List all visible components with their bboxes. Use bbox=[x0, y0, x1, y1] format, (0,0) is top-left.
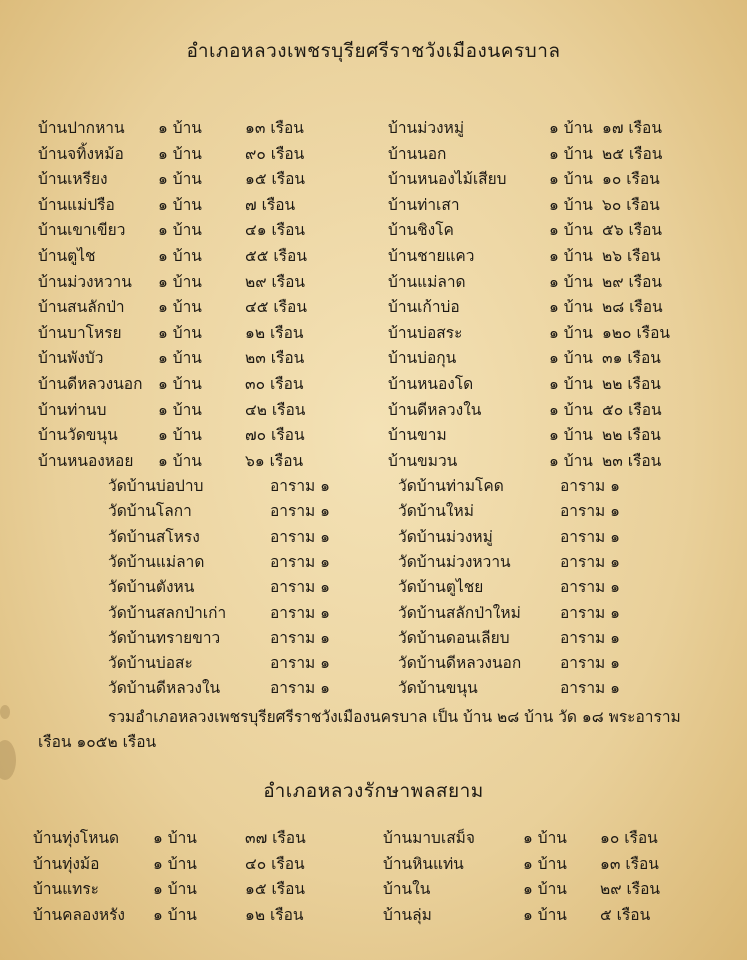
village-row bbox=[0, 217, 747, 243]
house-count: ๔๐ เรือน bbox=[245, 854, 305, 873]
village-row bbox=[0, 825, 747, 851]
temple-name: วัดบ้านม่วงหวาน bbox=[398, 552, 511, 571]
temple-count: อาราม ๑ bbox=[270, 552, 331, 571]
village-name: บ้านลุ่ม bbox=[383, 905, 432, 924]
village-count: ๑ บ้าน bbox=[523, 905, 567, 924]
village-name: บ้านนอก bbox=[388, 144, 447, 163]
temple-name: วัดบ้านทรายขาว bbox=[108, 628, 221, 647]
temple-name: วัดบ้านบ่อสะ bbox=[108, 654, 193, 673]
village-count: ๑ บ้าน bbox=[158, 323, 202, 342]
village-count: ๑ บ้าน bbox=[158, 375, 202, 393]
temple-row bbox=[0, 498, 747, 524]
village-count: ๑ บ้าน bbox=[523, 829, 567, 847]
temple-count: อาราม ๑ bbox=[270, 654, 331, 673]
paper-stain bbox=[0, 705, 10, 719]
house-count: ๑๗ เรือน bbox=[602, 119, 662, 137]
house-count: ๒๒ เรือน bbox=[602, 426, 661, 445]
house-count: ๗๐ เรือน bbox=[245, 426, 305, 445]
village-row bbox=[0, 141, 747, 167]
house-count: ๑๒๐ เรือน bbox=[602, 323, 670, 342]
village-count: ๑ บ้าน bbox=[549, 400, 593, 419]
temple-count: อาราม ๑ bbox=[560, 628, 621, 647]
village-count: ๑ บ้าน bbox=[523, 880, 567, 899]
village-name: บ้านวัดขนุน bbox=[38, 426, 118, 445]
house-count: ๑๒ เรือน bbox=[245, 905, 304, 924]
temple-count: อาราม ๑ bbox=[560, 502, 621, 521]
temple-name: วัดบ้านสโหรง bbox=[108, 527, 200, 546]
village-name: บ้านบาโหรย bbox=[38, 323, 122, 342]
temple-count: อาราม ๑ bbox=[560, 527, 621, 546]
house-count: ๙๐ เรือน bbox=[245, 144, 305, 163]
section2-title: อำเภอหลวงรักษาพลสยาม bbox=[263, 780, 484, 802]
village-count: ๑ บ้าน bbox=[549, 426, 593, 445]
village-count: ๑ บ้าน bbox=[158, 144, 202, 163]
village-name: บ้านเหรียง bbox=[38, 170, 108, 189]
village-count: ๑ บ้าน bbox=[549, 272, 593, 291]
village-row bbox=[0, 192, 747, 218]
village-count: ๑ บ้าน bbox=[549, 451, 593, 470]
village-count: ๑ บ้าน bbox=[549, 349, 593, 368]
village-count: ๑ บ้าน bbox=[153, 905, 197, 924]
house-count: ๒๙ เรือน bbox=[600, 880, 661, 899]
village-row bbox=[0, 371, 747, 397]
village-row bbox=[0, 294, 747, 320]
temple-name: วัดบ้านม่วงหมู่ bbox=[398, 527, 493, 546]
village-count: ๑ บ้าน bbox=[153, 829, 197, 847]
village-name: บ้านปากหาน bbox=[38, 119, 125, 137]
village-count: ๑ บ้าน bbox=[158, 221, 202, 240]
temple-row bbox=[0, 600, 747, 626]
temple-name: วัดบ้านตังหน bbox=[108, 578, 195, 597]
house-count: ๒๕ เรือน bbox=[602, 144, 663, 163]
temple-name: วัดบ้านท่ามโคด bbox=[398, 477, 504, 495]
village-name: บ้านทุ่งโหนด bbox=[33, 829, 120, 847]
village-count: ๑ บ้าน bbox=[153, 854, 197, 873]
village-name: บ้านม่วงหมู่ bbox=[388, 119, 465, 137]
village-row bbox=[0, 902, 747, 928]
house-count: ๒๘ เรือน bbox=[602, 298, 663, 317]
village-count: ๑ บ้าน bbox=[523, 854, 567, 873]
summary-line-1: รวมอำเภอหลวงเพชรบุรียศรีราชวังเมืองนครบาล เป็น บ้าน ๒๘ บ้าน วัด ๑๘ พระอาราม bbox=[108, 708, 681, 726]
village-name: บ้านพังบัว bbox=[38, 349, 104, 368]
temple-count: อาราม ๑ bbox=[270, 527, 331, 546]
village-name: บ้านจทิ้งหม้อ bbox=[38, 144, 124, 163]
temple-count: อาราม ๑ bbox=[270, 477, 331, 495]
village-name: บ้านเขาเขียว bbox=[38, 221, 126, 240]
village-name: บ้านดีหลวงนอก bbox=[38, 375, 143, 393]
village-count: ๑ บ้าน bbox=[549, 170, 593, 189]
village-count: ๑ บ้าน bbox=[549, 144, 593, 163]
temple-name: วัดบ้านใหม่ bbox=[398, 502, 474, 521]
village-name: บ้านบ่อกุน bbox=[388, 349, 457, 368]
temple-count: อาราม ๑ bbox=[270, 628, 331, 647]
house-count: ๒๓ เรือน bbox=[602, 451, 662, 470]
temple-name: วัดบ้านแม่ลาด bbox=[108, 552, 205, 571]
village-count: ๑ บ้าน bbox=[158, 451, 202, 470]
house-count: ๔๒ เรือน bbox=[245, 400, 306, 419]
house-count: ๕ เรือน bbox=[600, 905, 651, 924]
village-name: บ้านขมวน bbox=[388, 451, 458, 470]
village-name: บ้านหินแท่น bbox=[383, 854, 464, 873]
village-count: ๑ บ้าน bbox=[549, 323, 593, 342]
village-name: บ้านคลองหรัง bbox=[33, 905, 125, 924]
house-count: ๓๗ เรือน bbox=[245, 829, 306, 847]
village-count: ๑ บ้าน bbox=[158, 298, 202, 317]
village-row bbox=[0, 320, 747, 346]
village-row bbox=[0, 269, 747, 295]
village-row bbox=[0, 166, 747, 192]
village-name: บ้านแทระ bbox=[33, 880, 99, 899]
temple-count: อาราม ๑ bbox=[560, 477, 621, 495]
village-name: บ้านบ่อสระ bbox=[388, 323, 463, 342]
village-count: ๑ บ้าน bbox=[158, 400, 202, 419]
house-count: ๓๐ เรือน bbox=[245, 375, 304, 393]
house-count: ๒๖ เรือน bbox=[602, 247, 661, 265]
house-count: ๑๕ เรือน bbox=[245, 880, 306, 899]
village-name: บ้านขาม bbox=[388, 426, 447, 445]
village-count: ๑ บ้าน bbox=[549, 195, 593, 214]
house-count: ๓๑ เรือน bbox=[602, 349, 661, 368]
house-count: ๕๐ เรือน bbox=[602, 400, 662, 419]
temple-count: อาราม ๑ bbox=[560, 654, 621, 673]
temple-name: วัดบ้านบ่อปาบ bbox=[108, 477, 204, 495]
house-count: ๑๓ เรือน bbox=[600, 854, 659, 873]
temple-count: อาราม ๑ bbox=[270, 603, 331, 622]
temple-count: อาราม ๑ bbox=[560, 603, 621, 622]
village-row bbox=[0, 851, 747, 877]
temple-row bbox=[0, 650, 747, 676]
house-count: ๔๕ เรือน bbox=[245, 298, 307, 317]
temple-name: วัดบ้านดีหลวงใน bbox=[108, 679, 221, 698]
temple-name: วัดบ้านขนุน bbox=[398, 679, 478, 698]
house-count: ๑๐ เรือน bbox=[600, 829, 658, 847]
temple-count: อาราม ๑ bbox=[270, 502, 331, 521]
village-row bbox=[0, 422, 747, 448]
village-count: ๑ บ้าน bbox=[158, 119, 202, 137]
village-count: ๑ บ้าน bbox=[158, 170, 202, 189]
temple-name: วัดบ้านสลักป่าใหม่ bbox=[398, 603, 521, 622]
temple-row bbox=[0, 549, 747, 575]
temple-name: วัดบ้านโลกา bbox=[108, 502, 192, 521]
paper-stain bbox=[0, 740, 16, 780]
village-name: บ้านสนลักป่า bbox=[38, 298, 125, 317]
house-count: ๔๑ เรือน bbox=[245, 221, 306, 240]
village-name: บ้านหนองหอย bbox=[38, 451, 134, 470]
village-name: บ้านท่าเสา bbox=[388, 195, 460, 214]
village-count: ๑ บ้าน bbox=[549, 247, 593, 265]
village-row bbox=[0, 876, 747, 902]
house-count: ๑๕ เรือน bbox=[245, 170, 306, 189]
village-count: ๑ บ้าน bbox=[158, 247, 202, 265]
house-count: ๖๑ เรือน bbox=[245, 451, 304, 470]
village-name: บ้านแม่ปรือ bbox=[38, 195, 115, 214]
temple-row bbox=[0, 574, 747, 600]
house-count: ๑๒ เรือน bbox=[245, 323, 304, 342]
temple-name: วัดบ้านดอนเลียบ bbox=[398, 628, 510, 647]
village-name: บ้านม่วงหวาน bbox=[38, 272, 132, 291]
house-count: ๒๙ เรือน bbox=[602, 272, 663, 291]
village-count: ๑ บ้าน bbox=[153, 880, 197, 899]
village-row bbox=[0, 243, 747, 269]
house-count: ๑๐ เรือน bbox=[602, 170, 660, 189]
village-count: ๑ บ้าน bbox=[549, 119, 593, 137]
temple-count: อาราม ๑ bbox=[270, 578, 331, 597]
temple-count: อาราม ๑ bbox=[560, 552, 621, 571]
village-count: ๑ บ้าน bbox=[549, 375, 593, 393]
temple-count: อาราม ๑ bbox=[560, 679, 621, 698]
village-count: ๑ บ้าน bbox=[158, 426, 202, 445]
village-count: ๑ บ้าน bbox=[158, 195, 202, 214]
village-name: บ้านท่านบ bbox=[38, 400, 107, 419]
house-count: ๒๙ เรือน bbox=[245, 272, 306, 291]
village-name: บ้านมาบเสม็จ bbox=[383, 829, 475, 847]
village-row bbox=[0, 397, 747, 423]
summary-line-2: เรือน ๑๐๕๒ เรือน bbox=[38, 733, 157, 751]
house-count: ๑๓ เรือน bbox=[245, 119, 304, 137]
village-name: บ้านทุ่งม้อ bbox=[33, 854, 100, 873]
house-count: ๕๖ เรือน bbox=[602, 221, 663, 240]
temple-row bbox=[0, 473, 747, 499]
section1-title: อำเภอหลวงเพชรบุรียศรีราชวังเมืองนครบาล bbox=[186, 40, 561, 62]
village-name: บ้านชิงโค bbox=[388, 221, 454, 240]
house-count: ๖๐ เรือน bbox=[602, 195, 660, 214]
village-count: ๑ บ้าน bbox=[158, 272, 202, 291]
temple-count: อาราม ๑ bbox=[270, 679, 331, 698]
village-count: ๑ บ้าน bbox=[158, 349, 202, 368]
village-row bbox=[0, 448, 747, 474]
temple-name: วัดบ้านสลกป่าเก่า bbox=[108, 603, 227, 622]
village-name: บ้านแม่ลาด bbox=[388, 272, 466, 291]
house-count: ๕๕ เรือน bbox=[245, 247, 307, 265]
house-count: ๒๓ เรือน bbox=[245, 349, 305, 368]
village-row bbox=[0, 115, 747, 141]
temple-row bbox=[0, 675, 747, 701]
village-name: บ้านเก้าบ่อ bbox=[388, 298, 460, 317]
village-count: ๑ บ้าน bbox=[549, 298, 593, 317]
temple-row bbox=[0, 625, 747, 651]
temple-name: วัดบ้านตูไชย bbox=[398, 578, 484, 597]
village-name: บ้านหนองโด bbox=[388, 375, 474, 393]
village-name: บ้านใน bbox=[383, 880, 431, 899]
village-name: บ้านหนองไม้เสียบ bbox=[388, 170, 507, 189]
village-count: ๑ บ้าน bbox=[549, 221, 593, 240]
temple-name: วัดบ้านดีหลวงนอก bbox=[398, 654, 522, 673]
village-name: บ้านดีหลวงใน bbox=[388, 400, 482, 419]
temple-row bbox=[0, 524, 747, 550]
house-count: ๒๒ เรือน bbox=[602, 375, 661, 393]
village-row bbox=[0, 345, 747, 371]
temple-count: อาราม ๑ bbox=[560, 578, 621, 597]
village-name: บ้านตูไช bbox=[38, 247, 96, 265]
house-count: ๗ เรือน bbox=[245, 195, 296, 214]
village-name: บ้านชายแคว bbox=[388, 247, 475, 265]
